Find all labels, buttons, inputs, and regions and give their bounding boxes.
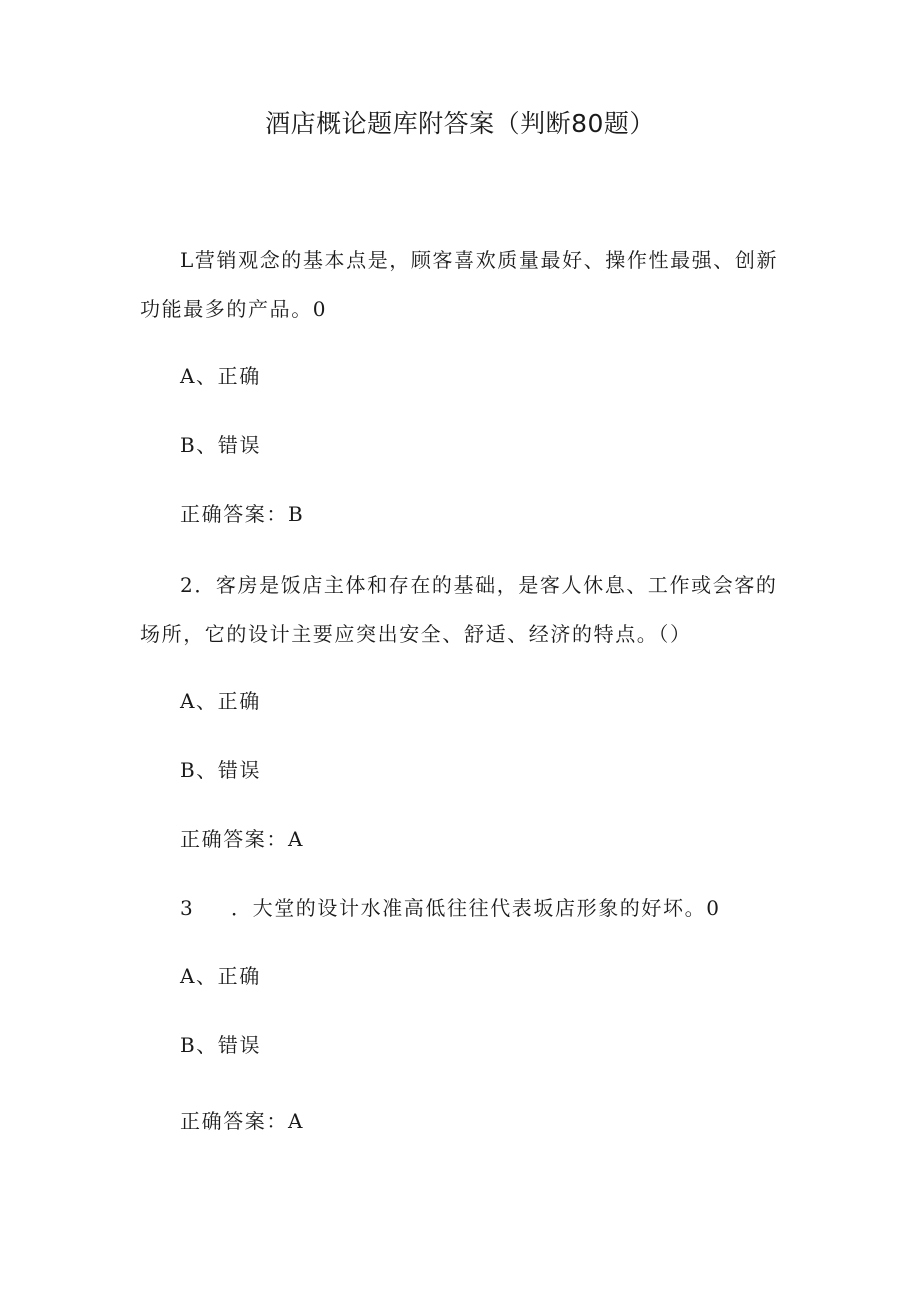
question-1-option-a: A、正确 bbox=[180, 364, 261, 388]
question-2-option-a: A、正确 bbox=[180, 689, 261, 713]
question-2-option-b: B、错误 bbox=[180, 758, 262, 782]
question-1-line-1 bbox=[180, 246, 778, 274]
question-3-option-a: A、正确 bbox=[180, 964, 261, 988]
question-2-line-1 bbox=[180, 571, 778, 599]
question-3-number: 3 bbox=[180, 896, 195, 920]
question-1-line-2: 功能最多的产品。0 bbox=[140, 297, 328, 321]
question-1-answer: 正确答案：B bbox=[180, 502, 305, 526]
question-1-text: 营销观念的基本点是，顾客喜欢质量最好、操作性最强、创新 bbox=[194, 248, 779, 272]
question-2-number: 2 bbox=[180, 573, 195, 597]
question-3-option-b: B、错误 bbox=[180, 1033, 262, 1057]
question-3-text: ．大堂的设计水准高低往往代表坂店形象的好坏。0 bbox=[231, 896, 721, 920]
question-3-answer: 正确答案：A bbox=[180, 1109, 305, 1133]
question-1-number: L bbox=[180, 248, 195, 272]
document-title: 酒店概论题库附答案（判断80题） bbox=[265, 109, 655, 138]
question-2-answer: 正确答案：A bbox=[180, 827, 305, 851]
question-2-line-2: 场所，它的设计主要应突出安全、舒适、经济的特点。（） bbox=[140, 622, 692, 646]
question-1-option-b: B、错误 bbox=[180, 433, 262, 457]
question-2-text: ．客房是饭店主体和存在的基础，是客人休息、工作或会客的 bbox=[194, 573, 778, 597]
